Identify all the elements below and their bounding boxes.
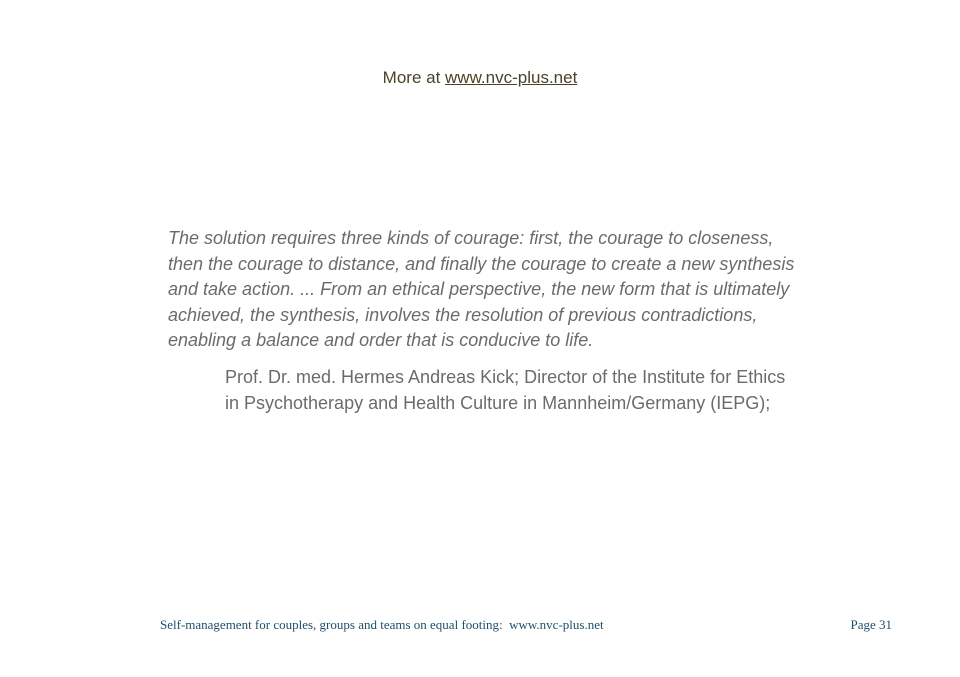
quote-line: enabling a balance and order that is conducive to life. bbox=[168, 330, 594, 350]
header-prefix: More at bbox=[382, 68, 446, 87]
footer-website-link[interactable]: www.nvc-plus.net bbox=[509, 617, 604, 632]
attribution-line: in Psychotherapy and Health Culture in Mannheim/Germany (IEPG); bbox=[225, 392, 771, 413]
footer-text: Self-management for couples, groups and teams on equal footing: bbox=[160, 617, 510, 632]
page-number: Page 31 bbox=[850, 617, 892, 632]
header-website-link[interactable]: www.nvc-plus.net bbox=[445, 68, 578, 87]
quote-line: then the courage to distance, and finally the courage to create a new synthesis bbox=[168, 253, 795, 274]
quote-block bbox=[168, 226, 798, 354]
quote-attribution bbox=[225, 365, 825, 416]
quote-line: and take action. ... From an ethical perspective, the new form that is ultimately bbox=[168, 279, 790, 299]
quote-line: achieved, the synthesis, involves the resolution of previous contradictions, bbox=[168, 304, 758, 325]
quote-line: The solution requires three kinds of courage: first, the courage to closeness, bbox=[168, 228, 774, 248]
attribution-line: Prof. Dr. med. Hermes Andreas Kick; Director of the Institute for Ethics bbox=[225, 367, 786, 387]
page-header bbox=[0, 68, 960, 88]
page-footer bbox=[160, 617, 604, 633]
